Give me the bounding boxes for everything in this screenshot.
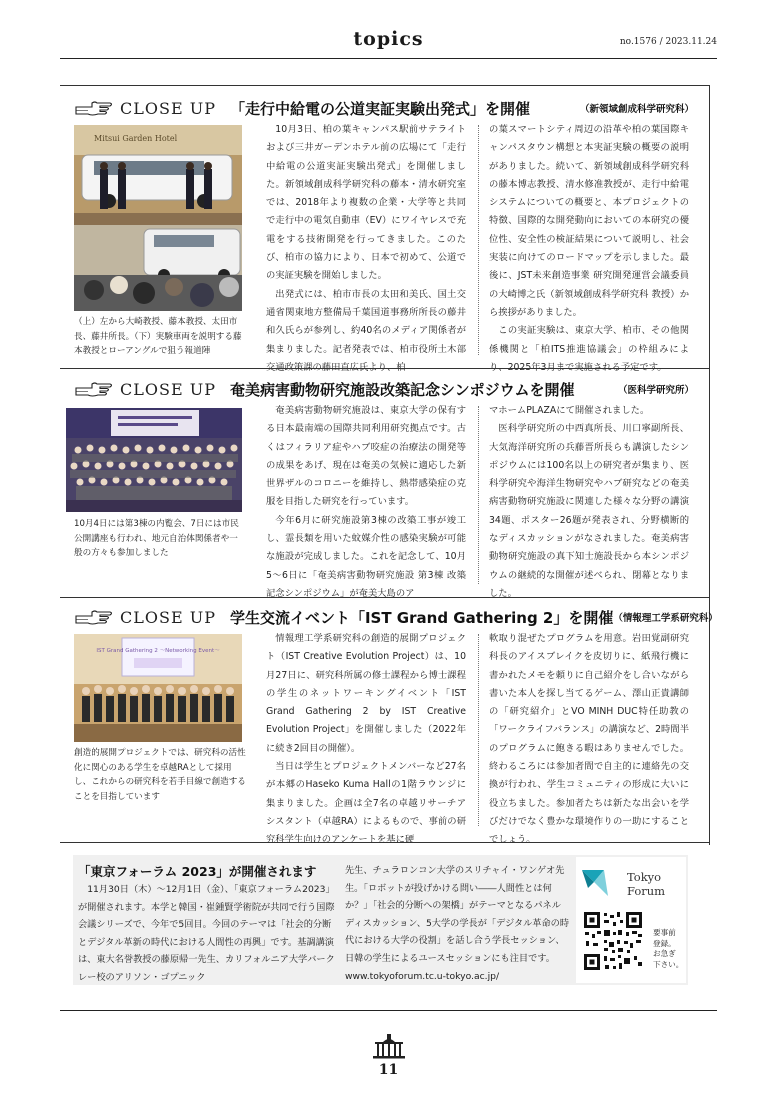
article-headline: 学生交流イベント「IST Grand Gathering 2」を開催 xyxy=(229,608,614,627)
paragraph: 出発式には、柏市市長の太田和美氏、国土交通省関東地方整備局千葉国道事務所所長の藤井和久氏らが参列し、約40名のメディア関係者が集まりました。記者発表では、柏市役所土木部交通政策課の藤田直広氏より、柏 xyxy=(266,288,466,373)
tokyo-forum-logo-icon xyxy=(582,868,622,898)
forum-title: 「東京フォーラム 2023」が開催されます xyxy=(78,864,317,879)
article-headline: 「走行中給電の公道実証実験出発式」を開催 xyxy=(229,99,530,118)
paragraph: マホームPLAZAにて開催されました。 xyxy=(489,405,650,416)
header-rule xyxy=(60,58,717,59)
article-2-caption: 10月4日には第3棟の内覧会、7日には市民公開講座も行われ、地元自治体関係者や一般の方々も参加しました xyxy=(74,519,239,559)
close-up-label: CLOSE UP xyxy=(120,607,216,627)
article-2-photo xyxy=(66,408,242,512)
pointing-hand-icon xyxy=(74,379,114,399)
close-up-label: CLOSE UP xyxy=(120,379,216,399)
article-2-body-right xyxy=(489,402,689,599)
forum-logo-line-2: Forum xyxy=(627,884,666,898)
section-separator xyxy=(60,368,710,369)
column-divider xyxy=(478,125,479,355)
registration-note-line: 要事前 xyxy=(653,928,676,937)
article-2-body-left xyxy=(266,402,466,599)
page-number: 11 xyxy=(378,1062,399,1078)
article-1-body-left xyxy=(266,121,466,373)
pointing-hand-icon xyxy=(74,607,114,627)
article-department: （新領域創成科学研究科） xyxy=(579,104,694,115)
article-headline: 奄美病害動物研究施設改築記念シンポジウムを開催 xyxy=(229,380,575,399)
paragraph: 医科学研究所の中西真所長、川口寧副所長、大気海洋研究所の兵藤晋所長らも講演したシンポジウムには100名以上の研究者が集まり、医科学研究や海洋生物研究やハブ研究などの奄美病害動物研究施設に関連した様々な分野の講演34題、ポスター26題が発表され、分野横断的なディスカッションがなされました。奄美病害動物研究施設の真下知士施設長から本シンポジウムの継続的な開催が述べられ、閉幕となりました。 xyxy=(489,423,689,599)
paragraph: 当日は学生とプロジェクトメンバーなど27名が本郷のHaseko Kuma Hallの1階ラウンジに集まりました。企画は全7名の卓越リサーチアシスタント（卓越RA）によるもので、事前の研究科学生向けのアンケートを基に硬 xyxy=(266,761,466,846)
registration-note xyxy=(653,928,687,970)
article-1-heading xyxy=(74,95,694,121)
forum-body-left xyxy=(78,881,336,985)
paragraph: 奄美病害動物研究施設は、東京大学の保有する日本最南端の国際共同利用研究拠点です。古くはフィラリア症やハブ咬症の治療法の開発等の成果をあげ、現在は奄美の気候に適応した新世界ザルのコロニーを維持し、熱帯感染症の克服を目指した研究を行っています。 xyxy=(266,405,466,508)
article-3-caption: 創造的展開プロジェクトでは、研究科の活性化に関心のある学生を卓越RAとして採用し、これからの研究科を若手目線で創造することを目指しています xyxy=(74,748,246,802)
column-divider xyxy=(478,634,479,826)
article-1-body-right xyxy=(489,121,689,373)
registration-note-line: 下さい。 xyxy=(653,959,684,969)
article-1-photo xyxy=(74,125,242,311)
paragraph: 10月3日、柏の葉キャンパス駅前サテライトおよび三井ガーデンホテル前の広場にて「走行中給電の公道実証実験出発式」を開催しました。新領域創成科学研究科の藤本・清水研究室では、2018年より複数の企業・大学等と共同で走行中の電気自動車（EV）にワイヤレスで充電をする技術開発を行ってきました。このたび、柏市の協力により、日本で初めて、公道での実証実験を開始しました。 xyxy=(266,124,466,282)
yasuda-auditorium-icon xyxy=(372,1032,406,1060)
frame-right-line xyxy=(709,85,710,845)
symposium-group-photo xyxy=(66,408,242,512)
screen-text: IST Grand Gathering 2 ～Networking Event～ xyxy=(96,648,220,654)
paragraph: 軟取り混ぜたプログラムを用意。岩田覚副研究科長のアイスブレイクを皮切りに、紙飛行機に書かれたメモを頼りに自己紹介をし合いながら書いた本人を探し当てるゲーム、澤山正貴講師の「研究紹介」とVO MINH DUC特任助教の「ワークライフバランス」の講演など、2時間半のプログラムに飽きる暇はありませんでした。終わるころには参加者間で自主的に連絡先の交換が行われ、学生コミュニティの形成に大いに役立ちました。参加者たちは新たな出会いを学びだけでなく豊かな環境作りの一助にすることでしょう。 xyxy=(489,633,689,846)
section-title: topics xyxy=(353,28,424,50)
paragraph: 先生、チュラロンコン大学のスリチャイ・ワンゲオ先生。「ロボットが投げかける問い――人間性とは何か？」「社会的分断への架橋」がテーマとなるパネルディスカッション、5大学の学長が「デジタル革命の時代における大学の役割」を話し合う学長セッション、日韓の学生によるユースセッションにも注目です。www.tokyoforum.tc.u-tokyo.ac.jp/ xyxy=(345,865,570,982)
footer-rule xyxy=(60,1010,717,1011)
registration-note-line: お急ぎ xyxy=(653,949,676,958)
issue-info: no.1576 / 2023.11.24 xyxy=(619,37,717,47)
pointing-hand-icon xyxy=(74,98,114,118)
section-separator xyxy=(60,842,710,843)
paragraph: の葉スマートシティ周辺の沿革や柏の葉国際キャンパスタウン構想と本実証実験の概要の説明がありました。続いて、新領域創成科学研究科の藤本博志教授、清水修准教授が、走行中給電システムについての概要と、本プロジェクトの特徴、国際的な開発動向においての本研究の優位性、安全性の検証結果について説明し、社会実装に向けてのロードマップを示しました。最後に、JST未来創造事業 研究開発運営会議委員の大崎博之氏（新領域創成科学研究科 教授）から挨拶がありました。 xyxy=(489,124,689,318)
frame-top-line xyxy=(60,85,710,86)
column-divider xyxy=(478,406,479,584)
paragraph: 情報理工学系研究科の創造的展開プロジェクト（IST Creative Evolution Project）は、10月27日に、研究科所属の修士課程から博士課程の学生のネットワーキングイベント「IST Grand Gathering 2 by IST Creative Evolution Project」を開催しました（2022年に続き2回目の開催）。 xyxy=(266,633,466,754)
article-3-body-left xyxy=(266,630,466,846)
forum-body-right xyxy=(345,862,570,984)
registration-note-line: 登録。 xyxy=(653,938,676,948)
hotel-sign-text: Mitsui Garden Hotel xyxy=(94,134,178,143)
close-up-label: CLOSE UP xyxy=(120,98,216,118)
article-3-photo xyxy=(74,634,242,742)
ev-ceremony-photo xyxy=(74,125,242,311)
article-1-caption: （上）左から大崎教授、藤本教授、太田市長、藤井所長。（下）実験車両を説明する藤本教授とローアングルで狙う報道陣 xyxy=(74,317,242,357)
qr-code-icon[interactable] xyxy=(582,910,644,972)
forum-logo-line-1: Tokyo xyxy=(627,870,662,884)
paragraph: この実証実験は、東京大学、柏市、その他関係機関と「柏ITS推進協議会」の枠組みにより、2025年3月まで実施される予定です。 xyxy=(489,325,689,373)
gathering-group-photo xyxy=(74,634,242,742)
paragraph: 今年6月に研究施設第3棟の改築工事が竣工し、霊長類を用いた蚊媒介性の感染実験が可能な施設が完成しました。これを記念して、10月5〜6日に「奄美病害動物研究施設 第3棟 改築記念シンポジウム」が奄美大島のア xyxy=(266,514,466,599)
article-department: （医科学研究所） xyxy=(617,385,694,396)
article-department: （情報理工学系研究科） xyxy=(613,613,718,624)
section-separator xyxy=(60,597,710,598)
article-3-heading xyxy=(74,604,718,630)
article-2-heading xyxy=(74,376,694,402)
paragraph: 11月30日（木）〜12月1日（金）、「東京フォーラム2023」が開催されます。本学と韓国・崔鍾賢学術院が共同で行う国際会議シリーズで、今年で5回目。今回のテーマは「社会的分断とデジタル革新の時代における人間性の再興」です。基調講演は、東大名誉教授の藤原帰一先生、カリフォルニア大学バークレー校のアリソン・ゴプニック xyxy=(78,884,335,983)
article-3-body-right xyxy=(489,630,689,846)
